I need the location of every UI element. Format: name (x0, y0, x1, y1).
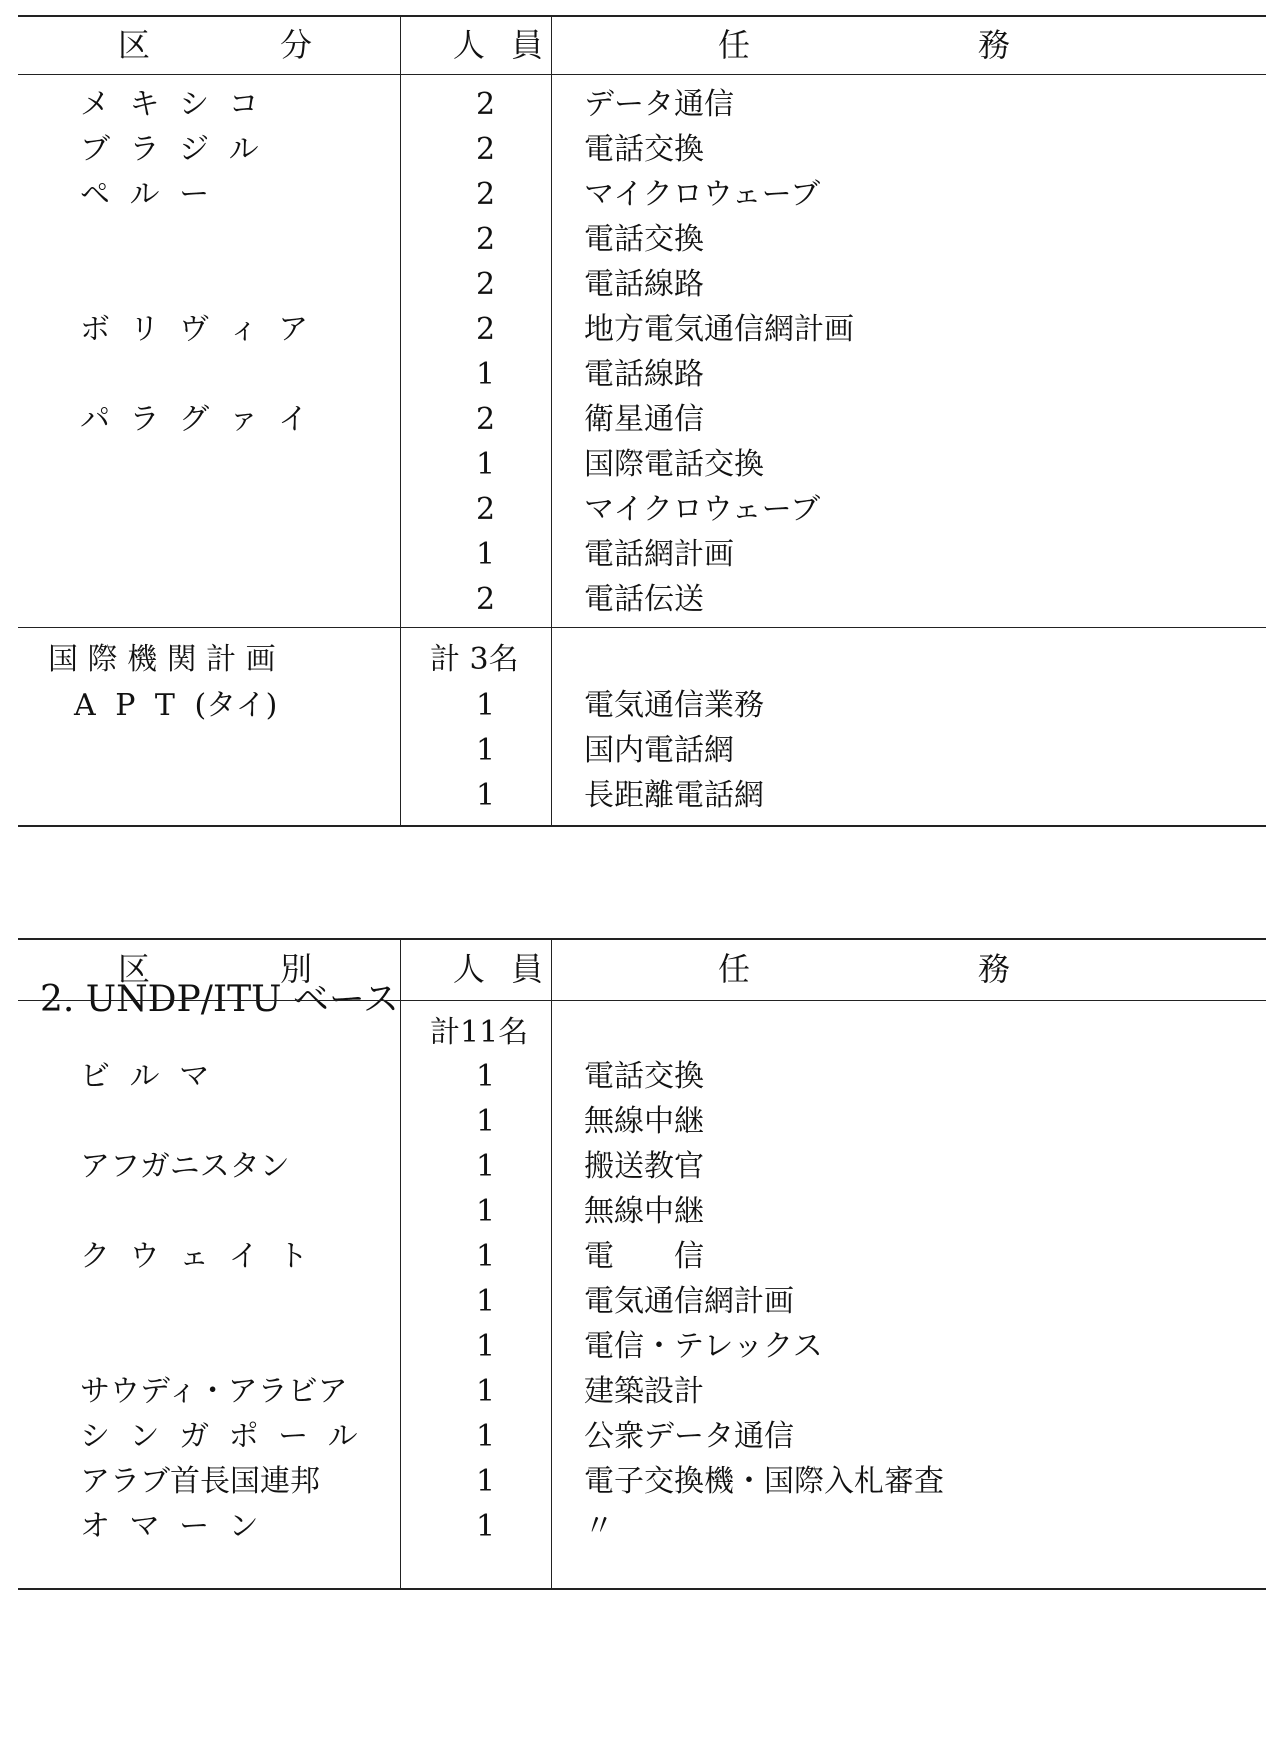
row-duty: 建築設計 (584, 1374, 704, 1409)
table-2-top-rule (18, 938, 1266, 940)
row-duty: データ通信 (584, 87, 734, 122)
row-duty: マイクロウェーブ (584, 177, 821, 212)
row-region: ボ リ ヴ ィ ア (80, 312, 309, 347)
row-count: 1 (475, 1374, 496, 1409)
row-count: 2 (475, 177, 496, 212)
row-duty: 無線中継 (584, 1194, 704, 1229)
header-col3-left: 任 (718, 26, 751, 64)
row-region: オ マ ー ン (80, 1509, 259, 1544)
row-count: 1 (475, 1194, 496, 1229)
row-count: 1 (475, 447, 496, 482)
section-2-title: 2. UNDP/ITU ベース (40, 979, 400, 1020)
row-duty: 電信・テレックス (584, 1329, 823, 1364)
row-region: ビ ル マ (80, 1059, 210, 1094)
header-col1-left: 区 (118, 26, 151, 64)
row-count: 1 (475, 1239, 496, 1274)
row-duty: 電話交換 (584, 1059, 704, 1094)
header2-col3-right: 務 (978, 950, 1011, 988)
header2-col1-left: 区 (118, 950, 151, 988)
row-duty: 電話線路 (584, 357, 704, 392)
row-count: 1 (475, 1284, 496, 1319)
row-count: 2 (475, 312, 496, 347)
row-duty: 搬送教官 (584, 1149, 704, 1184)
header2-col2: 人 員 (452, 950, 544, 988)
row-count: 1 (475, 1059, 496, 1094)
row-count: 2 (475, 582, 496, 617)
row-count: 1 (475, 1329, 496, 1364)
group-2-total: 計 3名 (430, 642, 519, 677)
row-duty: 地方電気通信網計画 (584, 312, 854, 347)
header-col1-right: 分 (280, 26, 313, 64)
header-col3-right: 務 (978, 26, 1011, 64)
row-duty: 〃 (584, 1509, 614, 1544)
row-duty: 長距離電話網 (584, 778, 764, 813)
header-col2: 人 員 (452, 26, 544, 64)
header2-col1-right: 別 (280, 950, 313, 988)
row-region: ク ウ ェ イ ト (80, 1239, 309, 1274)
row-count: 2 (475, 222, 496, 257)
row-count: 2 (475, 132, 496, 167)
row-duty: 電話網計画 (584, 537, 734, 572)
table-2-divider-a (400, 938, 401, 1588)
row-region: ペ ル ー (80, 177, 210, 212)
row-count: 1 (475, 1464, 496, 1499)
row-duty: 電気通信業務 (584, 688, 764, 723)
row-count: 2 (475, 87, 496, 122)
row-count: 1 (475, 688, 496, 723)
row-count: 1 (475, 537, 496, 572)
row-duty: 国内電話網 (584, 733, 734, 768)
row-region: アラブ首長国連邦 (80, 1464, 320, 1499)
row-region: サウディ・アラビア (80, 1374, 348, 1409)
table-2-bottom-rule (18, 1588, 1266, 1590)
row-duty: 電話線路 (584, 267, 704, 302)
row-duty: マイクロウェーブ (584, 492, 821, 527)
table-2 (18, 0, 1266, 1744)
row-region: アフガニスタン (80, 1149, 290, 1184)
row-duty: 電話交換 (584, 222, 704, 257)
row-count: 2 (475, 492, 496, 527)
row-duty: 電話交換 (584, 132, 704, 167)
row-duty: 公衆データ通信 (584, 1419, 794, 1454)
row-duty: 電子交換機・国際入札審査 (584, 1464, 944, 1499)
row-count: 1 (475, 1509, 496, 1544)
row-region: パ ラ グ ァ イ (80, 402, 309, 437)
row-duty: 衛星通信 (584, 402, 704, 437)
row-duty: 電気通信網計画 (584, 1284, 794, 1319)
row-region: ブ ラ ジ ル (80, 132, 259, 167)
row-region: A P T (タイ) (74, 688, 278, 723)
row-count: 1 (475, 357, 496, 392)
row-region: メ キ シ コ (80, 87, 259, 122)
row-count: 2 (475, 267, 496, 302)
table-2-header-rule (18, 1000, 1266, 1001)
row-count: 2 (475, 402, 496, 437)
row-duty: 国際電話交換 (584, 447, 764, 482)
row-count: 1 (475, 733, 496, 768)
row-count: 1 (475, 1104, 496, 1139)
header2-col3-left: 任 (718, 950, 751, 988)
row-count: 1 (475, 778, 496, 813)
row-region: シ ン ガ ポ ー ル (80, 1419, 358, 1454)
row-count: 1 (475, 1149, 496, 1184)
row-duty: 電話伝送 (584, 582, 704, 617)
row-duty: 電 信 (584, 1239, 704, 1274)
row-count: 1 (475, 1419, 496, 1454)
table-2-divider-b (551, 938, 552, 1588)
group-2-title: 国 際 機 関 計 画 (48, 642, 276, 677)
table-2-total: 計11名 (430, 1015, 529, 1050)
row-duty: 無線中継 (584, 1104, 704, 1139)
